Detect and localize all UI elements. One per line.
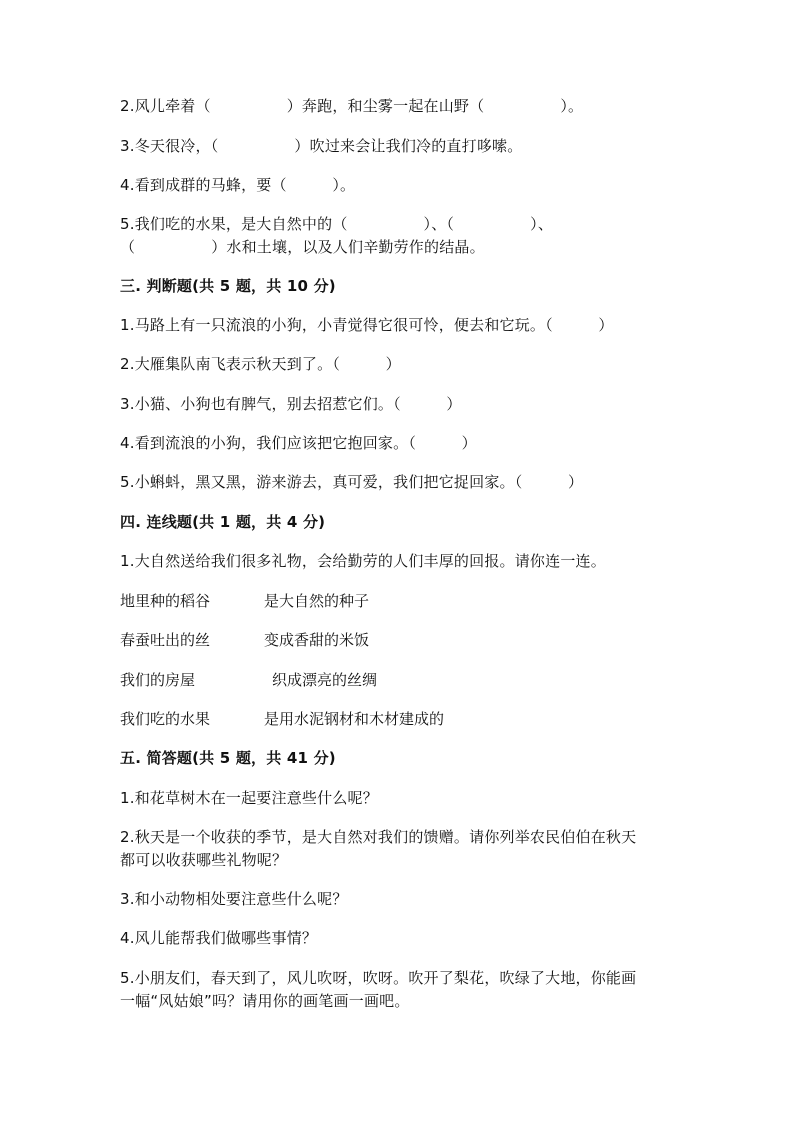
match-right-item: 是大自然的种子 [264,592,370,610]
section-heading-match: 四. 连线题(共 1 题，共 4 分) [120,513,326,531]
match-left-item: 地里种的稻谷 [120,592,211,610]
match-right-item: 是用水泥钢材和木材建成的 [264,710,445,728]
judge-question-5: 5.小蝌蚪，黑又黑，游来游去，真可爱，我们把它捉回家。（ ） [120,473,584,491]
match-left-item: 我们吃的水果 [120,710,211,728]
section-heading-short-answer: 五. 简答题(共 5 题，共 41 分) [120,749,336,767]
short-answer-question-5-line-2: 一幅“风姑娘”吗？请用你的画笔画一画吧。 [120,992,410,1010]
match-left-item: 我们的房屋 [120,671,196,689]
match-question-1: 1.大自然送给我们很多礼物，会给勤劳的人们丰厚的回报。请你连一连。 [120,552,606,570]
fill-question-2: 2.风儿牵着（ ）奔跑，和尘雾一起在山野（ ）。 [120,97,584,115]
judge-question-2: 2.大雁集队南飞表示秋天到了。（ ） [120,355,401,373]
match-left-item: 春蚕吐出的丝 [120,631,211,649]
judge-question-3: 3.小猫、小狗也有脾气，别去招惹它们。（ ） [120,395,462,413]
short-answer-question-1: 1.和花草树木在一起要注意些什么呢？ [120,789,378,807]
fill-question-5-line-1: 5.我们吃的水果，是大自然中的（ ）、（ ）、 [120,215,554,233]
section-heading-judge: 三. 判断题(共 5 题，共 10 分) [120,277,336,295]
short-answer-question-4: 4.风儿能帮我们做哪些事情？ [120,929,318,947]
short-answer-question-5-line-1: 5.小朋友们，春天到了，风儿吹呀，吹呀。吹开了梨花，吹绿了大地，你能画 [120,969,637,987]
fill-question-3: 3.冬天很冷，（ ）吹过来会让我们冷的直打哆嗦。 [120,137,523,155]
fill-question-5-line-2: （ ）水和土壤，以及人们辛勤劳作的结晶。 [120,238,485,256]
match-right-item: 织成漂亮的丝绸 [272,671,378,689]
short-answer-question-3: 3.和小动物相处要注意些什么呢？ [120,890,348,908]
match-right-item: 变成香甜的米饭 [264,631,370,649]
short-answer-question-2-line-1: 2.秋天是一个收获的季节，是大自然对我们的馈赠。请你列举农民伯伯在秋天 [120,828,637,846]
fill-question-4: 4.看到成群的马蜂，要（ ）。 [120,176,356,194]
judge-question-4: 4.看到流浪的小狗，我们应该把它抱回家。（ ） [120,434,477,452]
judge-question-1: 1.马路上有一只流浪的小狗，小青觉得它很可怜，便去和它玩。（ ） [120,316,614,334]
short-answer-question-2-line-2: 都可以收获哪些礼物呢？ [120,851,288,869]
